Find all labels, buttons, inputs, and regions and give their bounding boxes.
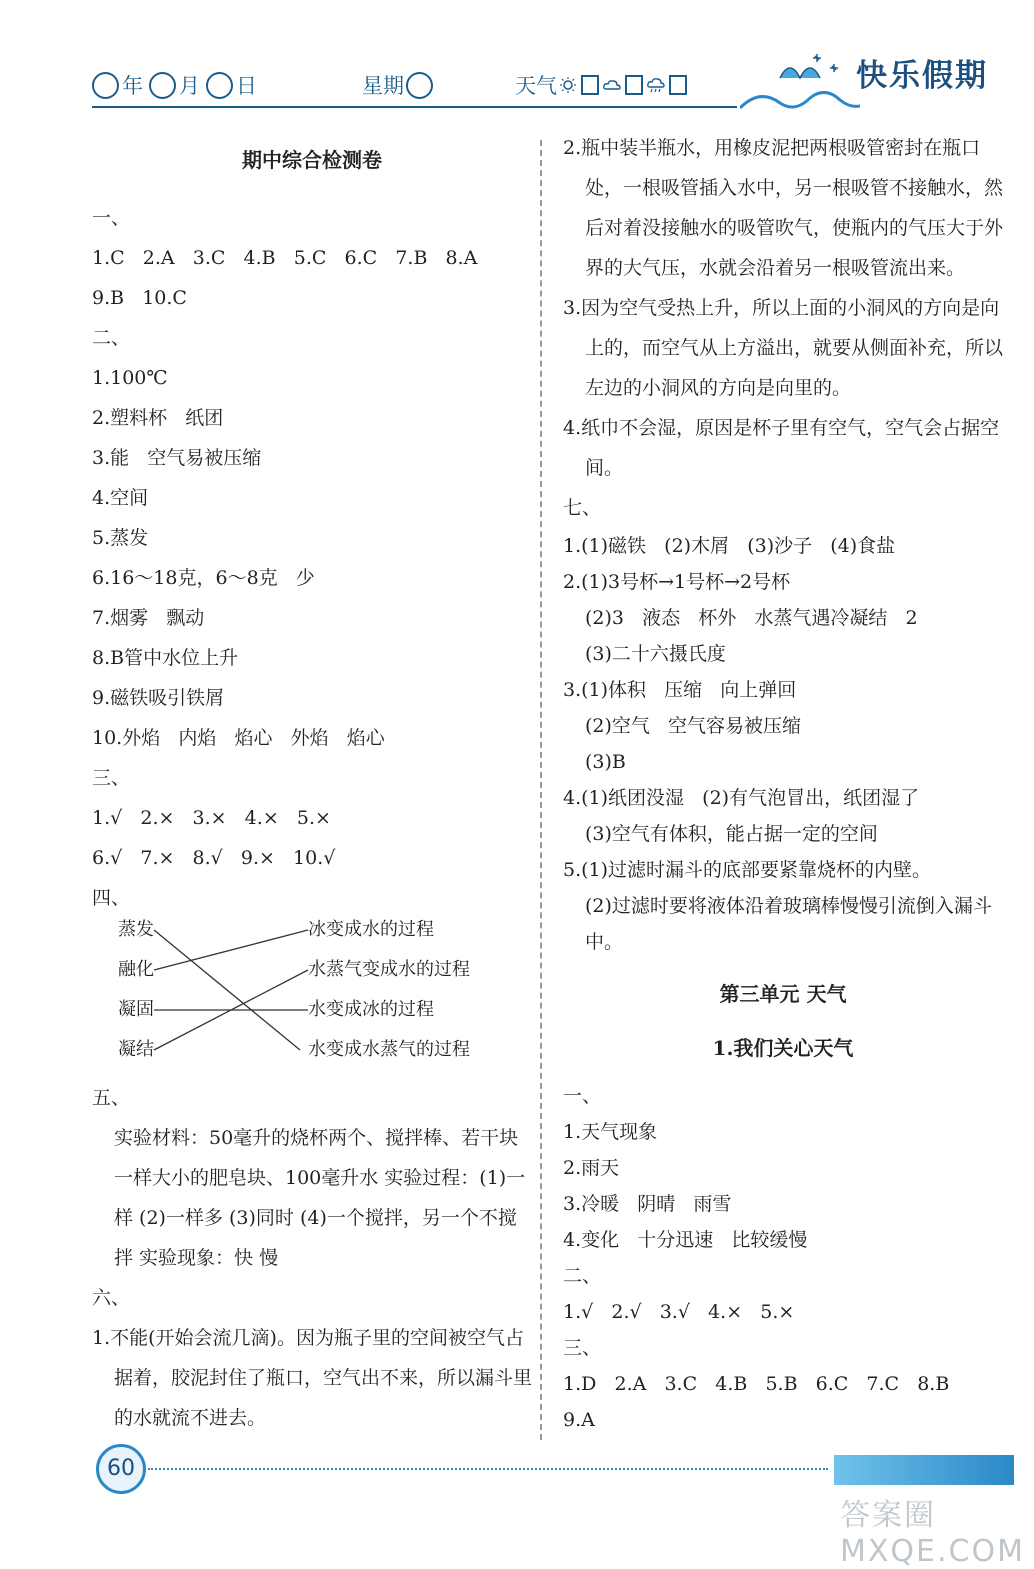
- weather-label: 天气: [515, 74, 557, 98]
- answer-line: 7.烟雾 飘动: [92, 607, 205, 629]
- section-7-heading: 七、: [563, 497, 602, 519]
- answer-line: 10.外焰 内焰 焰心 外焰 焰心: [92, 727, 385, 749]
- section-4-heading: 四、: [92, 887, 131, 909]
- section-3-answers: 1.√ 2.× 3.× 4.× 5.×: [92, 807, 331, 829]
- answer-line: 1.天气现象: [563, 1121, 658, 1143]
- section-7-subanswer: (2)空气 空气容易被压缩: [585, 715, 802, 737]
- match-left-item: 融化: [118, 959, 154, 980]
- lesson-title: 1.我们关心天气: [712, 1036, 854, 1060]
- weekday-field: [362, 70, 436, 100]
- lesson-section-3-heading: 三、: [563, 1337, 602, 1359]
- section-6-answer-1: 1.不能(开始会流几滴)。因为瓶子里的空间被空气占据着，胶泥封住了瓶口，空气出不来，所以漏斗里的水就流不进去。: [92, 1327, 533, 1429]
- column-divider: [540, 140, 542, 1440]
- page-number: 60: [96, 1444, 146, 1494]
- section-6-answer-2: 2.瓶中装半瓶水，用橡皮泥把两根吸管密封在瓶口处，一根吸管插入水中，另一根吸管不接触水，然后对着没接触水的吸管吹气，使瓶内的气压大于外界的大气压，水就会沿着另一根吸管流出来。: [563, 137, 1004, 279]
- lesson-section-1-heading: 一、: [563, 1085, 602, 1107]
- wave-decoration-icon: [740, 48, 860, 118]
- unit-title: 第三单元 天气: [719, 982, 847, 1006]
- section-3-heading: 三、: [92, 767, 131, 789]
- section-7-subanswer: (2)过滤时要将液体沿着玻璃棒慢慢引流倒入漏斗中。: [585, 895, 992, 953]
- section-1-answers: 9.B 10.C: [92, 287, 187, 309]
- match-right-item: 水蒸气变成水的过程: [308, 959, 470, 980]
- match-left-item: 凝固: [118, 999, 154, 1020]
- sun-checkbox[interactable]: [581, 75, 599, 95]
- brand-title: 快乐假期: [856, 58, 988, 94]
- section-6-answer-3: 3.因为空气受热上升，所以上面的小洞风的方向是向上的，而空气从上方溢出，就要从侧面补充，所以左边的小洞风的方向是向里的。: [563, 297, 1004, 399]
- answer-line: 3.冷暖 阴晴 雨雪: [563, 1193, 732, 1215]
- answer-line: 2.塑料杯 纸团: [92, 407, 224, 429]
- header-rule: [92, 106, 737, 108]
- footer-rule: [148, 1468, 828, 1470]
- section-7-subanswer: (3)二十六摄氏度: [585, 643, 726, 665]
- answer-line: 6.16～18克，6～8克 少: [92, 567, 315, 589]
- rain-icon: [646, 77, 666, 93]
- section-7-subanswer: (3)B: [585, 751, 626, 773]
- section-7-answer: 3.(1)体积 压缩 向上弹回: [563, 679, 797, 701]
- watermark: 答案圈 MXQE.COM: [840, 1498, 1025, 1569]
- footer-bar: [834, 1455, 1014, 1485]
- answer-line: 8.B管中水位上升: [92, 647, 239, 669]
- section-7-answer: 1.(1)磁铁 (2)木屑 (3)沙子 (4)食盐: [563, 535, 896, 557]
- section-7-answer: 4.(1)纸团没湿 (2)有气泡冒出，纸团湿了: [563, 787, 920, 809]
- week-circle: [406, 72, 433, 99]
- answer-line: 4.变化 十分迅速 比较缓慢: [563, 1229, 808, 1251]
- lesson-section-2-heading: 二、: [563, 1265, 602, 1287]
- answer-line: 5.蒸发: [92, 527, 149, 549]
- date-field: [92, 70, 257, 100]
- sun-icon: [558, 77, 578, 93]
- lesson-section-3-answers: 1.D 2.A 3.C 4.B 5.B 6.C 7.C 8.B: [563, 1373, 950, 1395]
- answer-line: 1.100℃: [92, 367, 168, 389]
- cloudy-checkbox[interactable]: [625, 75, 643, 95]
- left-column: [92, 140, 532, 1438]
- section-1-heading: 一、: [92, 207, 131, 229]
- month-circle: [149, 72, 176, 99]
- rain-checkbox[interactable]: [669, 75, 687, 95]
- section-7-subanswer: (3)空气有体积，能占据一定的空间: [585, 823, 878, 845]
- weather-field: [515, 70, 689, 100]
- matching-diagram: [92, 918, 532, 1078]
- lesson-section-2-answers: 1.√ 2.√ 3.√ 4.× 5.×: [563, 1301, 795, 1323]
- match-left-item: 凝结: [118, 1039, 154, 1060]
- match-right-item: 水变成水蒸气的过程: [308, 1039, 470, 1060]
- match-right-item: 水变成冰的过程: [308, 999, 434, 1020]
- year-label: 年: [122, 74, 143, 98]
- match-right-item: 冰变成水的过程: [308, 919, 434, 940]
- week-label: 星期: [362, 74, 404, 98]
- answer-line: 4.空间: [92, 487, 149, 509]
- day-label: 日: [236, 74, 257, 98]
- section-5-text: 实验材料：50毫升的烧杯两个、搅拌棒、若干块一样大小的肥皂块、100毫升水 实验过程：(1)一样 (2)一样多 (3)同时 (4)一个搅拌，另一个不搅拌 实验现象：快 慢: [114, 1127, 526, 1269]
- section-7-subanswer: (2)3 液态 杯外 水蒸气遇冷凝结 2: [585, 607, 918, 629]
- section-7-answer: 2.(1)3号杯→1号杯→2号杯: [563, 571, 791, 593]
- section-2-heading: 二、: [92, 327, 131, 349]
- section-6-answer-4: 4.纸巾不会湿，原因是杯子里有空气，空气会占据空间。: [563, 417, 1000, 479]
- answer-line: 2.雨天: [563, 1157, 620, 1179]
- answer-line: 3.能 空气易被压缩: [92, 447, 262, 469]
- match-left-item: 蒸发: [118, 919, 154, 940]
- section-7-answer: 5.(1)过滤时漏斗的底部要紧靠烧杯的内壁。: [563, 859, 932, 881]
- section-5-heading: 五、: [92, 1087, 131, 1109]
- lesson-section-3-answers: 9.A: [563, 1409, 595, 1431]
- section-6-heading: 六、: [92, 1287, 131, 1309]
- answer-line: 9.磁铁吸引铁屑: [92, 687, 225, 709]
- brand-logo: [740, 40, 1000, 120]
- section-3-answers: 6.√ 7.× 8.√ 9.× 10.√: [92, 847, 336, 869]
- exam-title: 期中综合检测卷: [242, 148, 382, 172]
- month-label: 月: [179, 74, 200, 98]
- section-1-answers: 1.C 2.A 3.C 4.B 5.C 6.C 7.B 8.A: [92, 247, 478, 269]
- year-circle: [92, 72, 119, 99]
- day-circle: [206, 72, 233, 99]
- right-column: [563, 128, 1003, 1438]
- cloudy-icon: [602, 77, 622, 93]
